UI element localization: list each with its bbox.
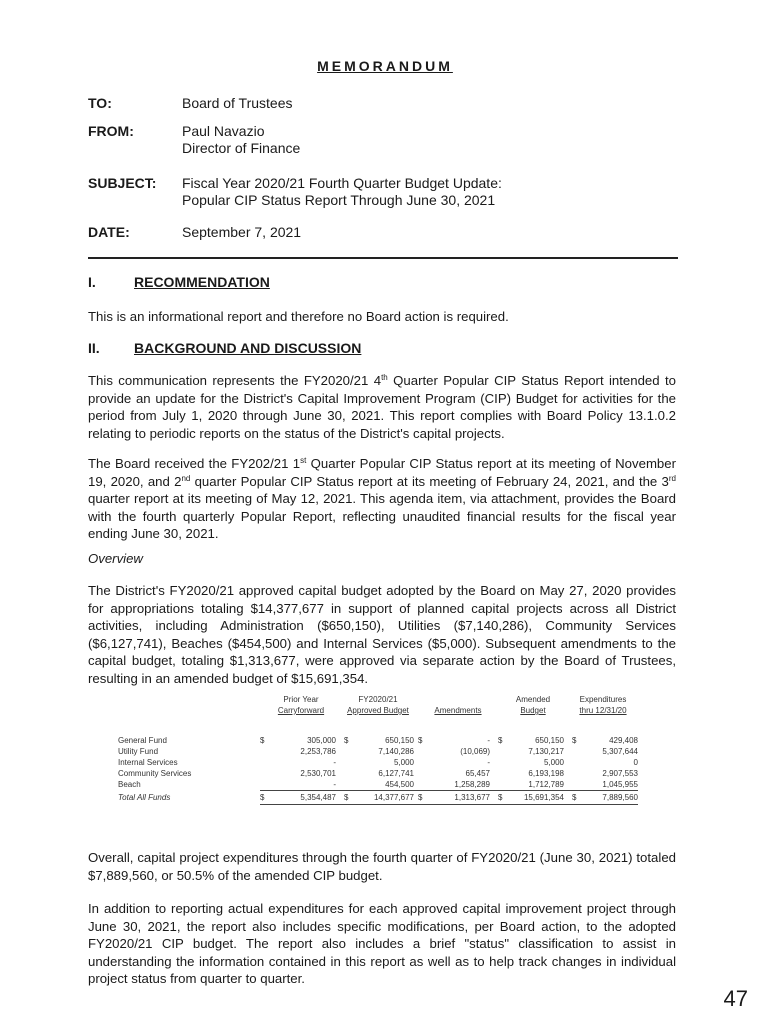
dollar-sign-cell: $ [260, 736, 265, 745]
date-label: DATE: [88, 224, 130, 240]
exp-cell: 429,408 [609, 736, 638, 745]
dollar-sign-cell: $ [418, 736, 423, 745]
prior-cell: 2,253,786 [300, 747, 336, 756]
page-number: 47 [723, 986, 748, 1011]
amended-cell: 15,691,354 [523, 793, 564, 802]
dollar-sign-cell: $ [572, 793, 577, 802]
table-row [118, 769, 638, 780]
prior-cell: - [333, 780, 336, 789]
amended-cell: 7,130,217 [528, 747, 564, 756]
prior-cell: 5,354,487 [300, 793, 336, 802]
memo-title: MEMORANDUM [317, 58, 453, 74]
dollar-sign-cell: $ [498, 793, 503, 802]
approved-cell: 5,000 [393, 758, 414, 767]
table-row [118, 758, 638, 769]
exp-cell: 1,045,955 [602, 780, 638, 789]
section-2-title: BACKGROUND AND DISCUSSION [134, 340, 362, 356]
report-contents-paragraph: In addition to reporting actual expenditures for each approved capital improvement project through June 30, 2021, the report also includes specific modifications, per Board action, to the adopted FY2020/21 CIP budget. The report also includes a brief "status" classification to assist in understanding the information contained in this report as well as to help track changes in individual project status from quarter to quarter. [88, 901, 676, 987]
fund-name-cell: General Fund [118, 736, 167, 745]
background-paragraph-2: The Board received the FY202/21 1st Quarter Popular CIP Status report at its meeting of November 19, 2020, and 2nd quarter Popular CIP Status report at its meeting of February 24, 2021, and the 3rd quarter report at its meeting of May 12, 2021. This agenda item, via attachment, provides the Board with the fourth quarterly Popular Report, reflecting unaudited financial results for the fiscal year ending June 30, 2021. [88, 456, 676, 542]
to-label: TO: [88, 95, 112, 111]
fund-name-cell: Community Services [118, 769, 192, 778]
prior-cell: 305,000 [307, 736, 336, 745]
table-row [118, 747, 638, 758]
expenditures-summary-paragraph: Overall, capital project expenditures through the fourth quarter of FY2020/21 (June 30, 2021) totaled $7,889,560, or 50.5% of the amended CIP budget. [88, 850, 676, 883]
fund-name-cell: Internal Services [118, 758, 178, 767]
amend-cell: 1,313,677 [454, 793, 490, 802]
recommendation-text: This is an informational report and therefore no Board action is required. [88, 309, 509, 324]
subtotal-rule [260, 790, 638, 791]
dollar-sign-cell: $ [498, 736, 503, 745]
dollar-sign-cell: $ [572, 736, 577, 745]
overview-paragraph: The District's FY2020/21 approved capital budget adopted by the Board on May 27, 2020 provides for appropriations totaling $14,377,677 in support of planned capital projects across all District activities, including Administration ($650,150), Utilities ($7,140,286), Community Services ($6,127,741), Beaches ($454,500) and Internal Services ($5,000). Subsequent amendments to the capital budget, totaling $1,313,677, were approved via separate action by the Board of Trustees, resulting in an amended budget of $15,691,354. [88, 583, 676, 686]
exp-cell: 7,889,560 [602, 793, 638, 802]
approved-cell: 454,500 [385, 780, 414, 789]
table-row [118, 736, 638, 747]
prior-cell: 2,530,701 [300, 769, 336, 778]
col-header-expenditures: Expenditures thru 12/31/20 [579, 695, 627, 715]
subject-line-1: Fiscal Year 2020/21 Fourth Quarter Budget Update: [182, 175, 502, 191]
amend-cell: - [487, 758, 490, 767]
dollar-sign-cell: $ [344, 736, 349, 745]
amend-cell: 65,457 [465, 769, 490, 778]
col-header-amended-budget: Amended Budget [515, 695, 551, 715]
date-value: September 7, 2021 [182, 224, 302, 240]
overview-heading: Overview [88, 551, 143, 566]
approved-cell: 650,150 [385, 736, 414, 745]
exp-cell: 5,307,644 [602, 747, 638, 756]
exp-cell: 2,907,553 [602, 769, 638, 778]
subject-label: SUBJECT: [88, 175, 157, 191]
amended-cell: 5,000 [543, 758, 564, 767]
fund-name-cell: Beach [118, 780, 141, 789]
background-paragraph-1: This communication represents the FY2020/21 4th Quarter Popular CIP Status Report intended to provide an update for the District's Capital Improvement Program (CIP) Budget for activities for the period from July 1, 2020 through June 30, 2021. This report complies with Board Policy 13.1.0.2 relating to periodic reports on the status of the District's capital projects. [88, 373, 676, 441]
amended-cell: 6,193,198 [528, 769, 564, 778]
fund-name-cell: Total All Funds [118, 793, 171, 802]
amended-cell: 650,150 [535, 736, 564, 745]
col-header-approved: FY2020/21 Approved Budget [347, 695, 409, 715]
to-value: Board of Trustees [182, 95, 293, 111]
approved-cell: 7,140,286 [378, 747, 414, 756]
dollar-sign-cell: $ [418, 793, 423, 802]
table-total-row [118, 793, 638, 804]
amend-cell: - [487, 736, 490, 745]
amended-cell: 1,712,789 [528, 780, 564, 789]
from-label: FROM: [88, 123, 134, 139]
amend-cell: 1,258,289 [454, 780, 490, 789]
total-double-rule [260, 804, 638, 805]
prior-cell: - [333, 758, 336, 767]
section-1-number: I. [88, 274, 96, 290]
fund-name-cell: Utility Fund [118, 747, 159, 756]
section-2-number: II. [88, 340, 100, 356]
dollar-sign-cell: $ [260, 793, 265, 802]
header-divider [88, 257, 678, 259]
section-1-title: RECOMMENDATION [134, 274, 270, 290]
amend-cell: (10,069) [460, 747, 490, 756]
exp-cell: 0 [633, 758, 638, 767]
col-header-prior-year: Prior Year Carryforward [277, 695, 325, 715]
approved-cell: 6,127,741 [378, 769, 414, 778]
approved-cell: 14,377,677 [373, 793, 414, 802]
from-title: Director of Finance [182, 140, 301, 156]
col-header-amendments: Amendments [434, 706, 482, 715]
dollar-sign-cell: $ [344, 793, 349, 802]
subject-line-2: Popular CIP Status Report Through June 30, 2021 [182, 192, 496, 208]
from-name: Paul Navazio [182, 123, 265, 139]
